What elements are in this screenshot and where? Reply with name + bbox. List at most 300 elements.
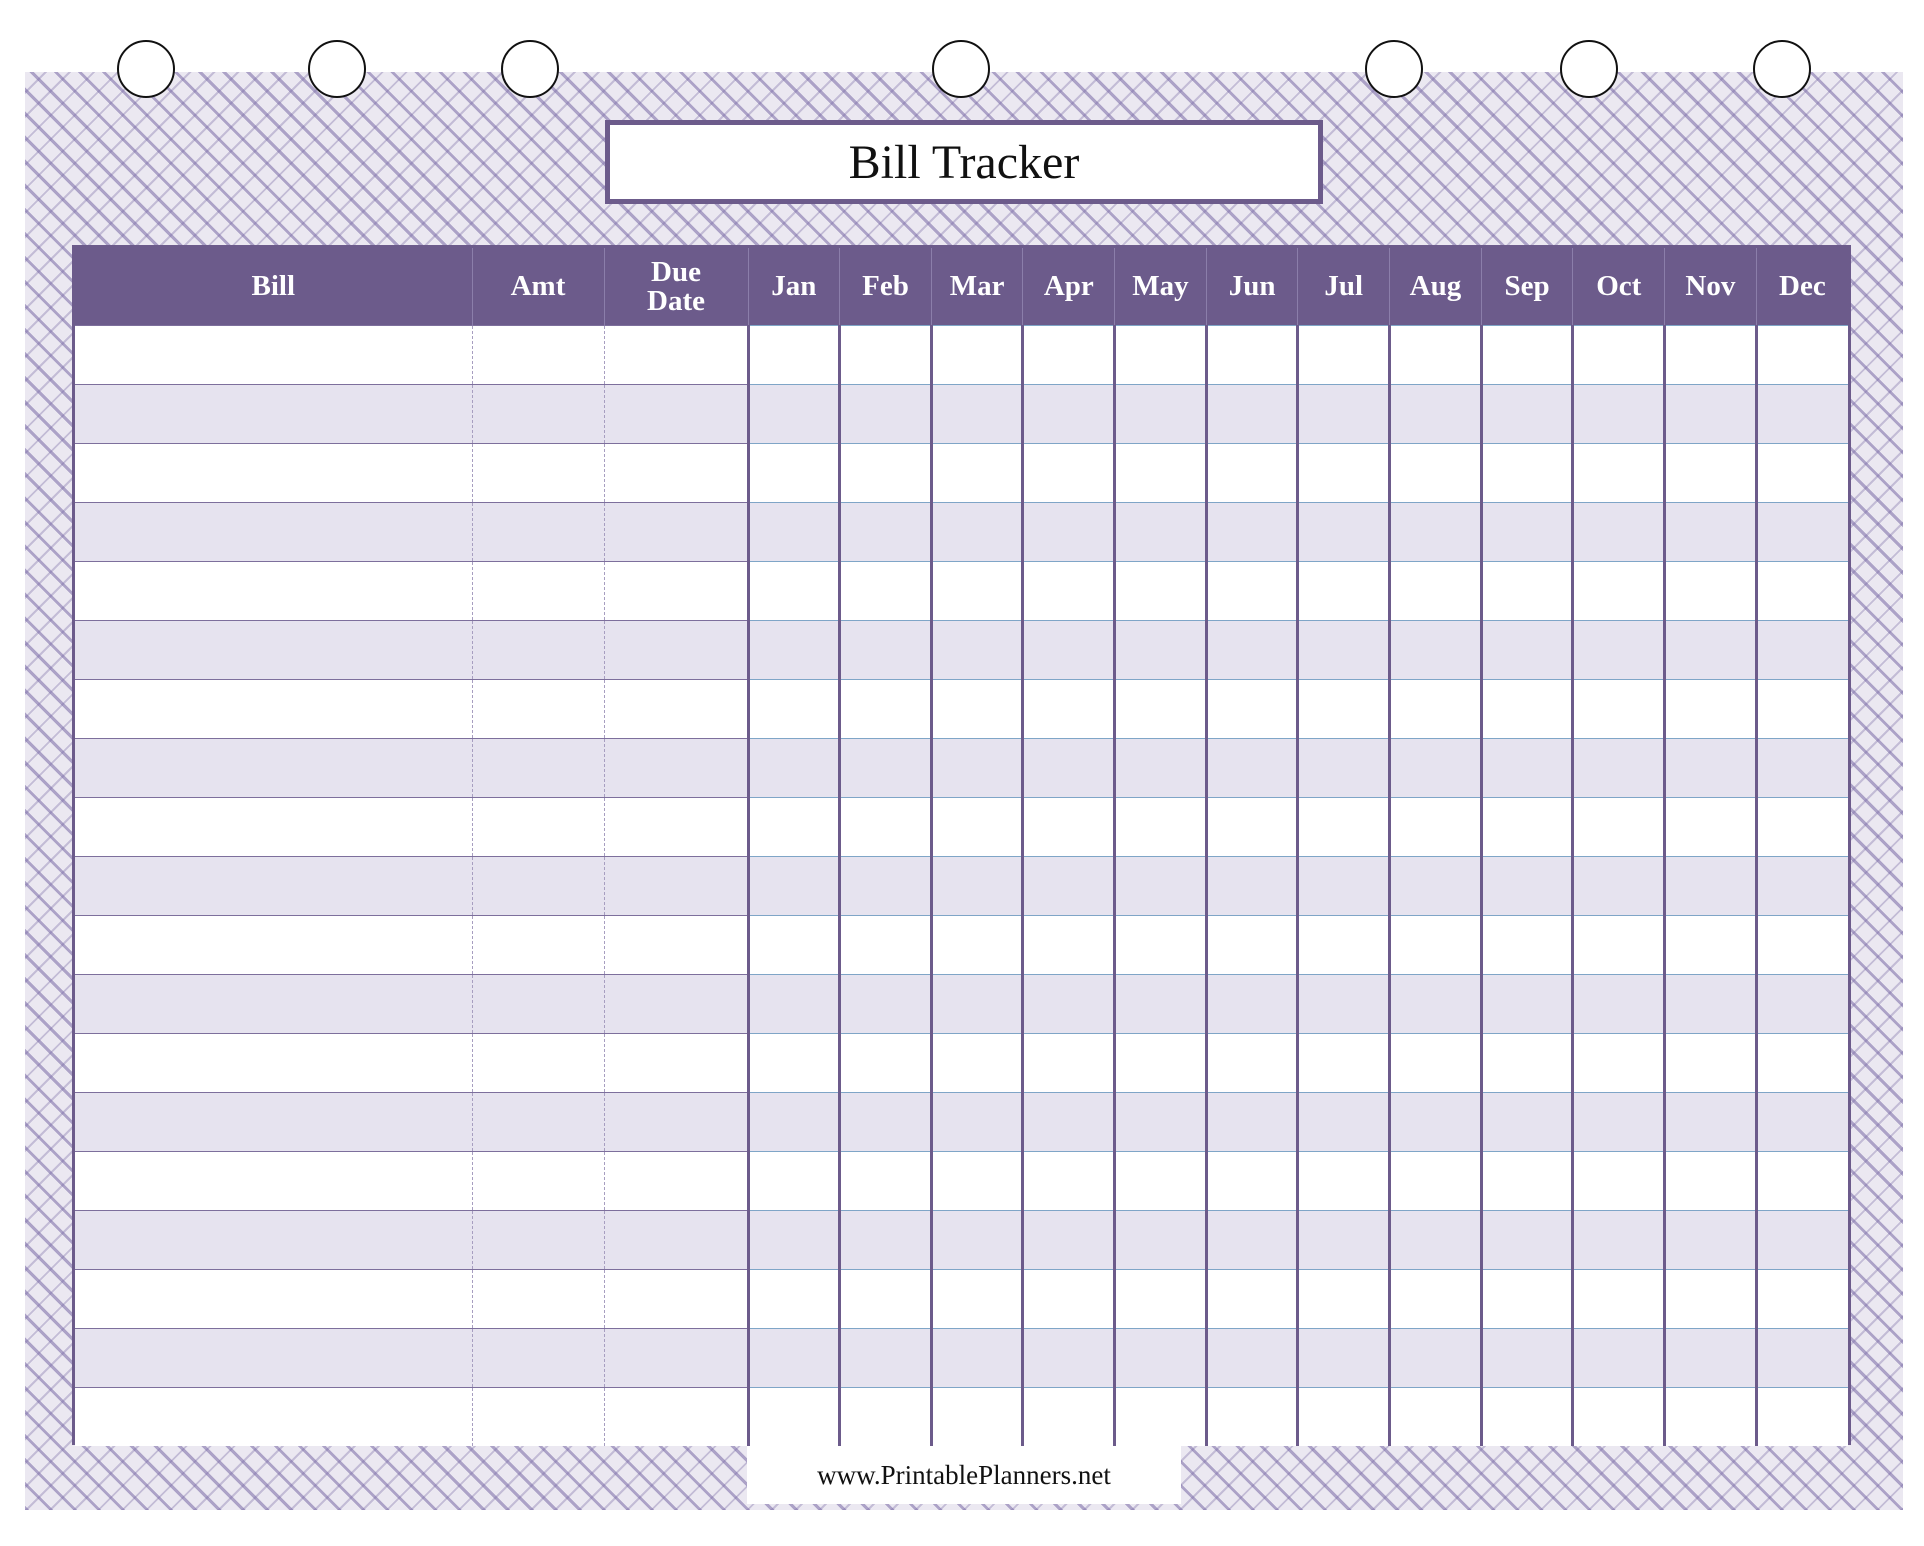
nov-cell[interactable] bbox=[1665, 444, 1757, 503]
aug-cell[interactable] bbox=[1390, 503, 1482, 562]
amt-cell[interactable] bbox=[472, 1270, 604, 1329]
jan-cell[interactable] bbox=[748, 503, 840, 562]
dec-cell[interactable] bbox=[1756, 680, 1848, 739]
amt-cell[interactable] bbox=[472, 857, 604, 916]
nov-cell[interactable] bbox=[1665, 1034, 1757, 1093]
bill-cell[interactable] bbox=[75, 385, 472, 444]
may-cell[interactable] bbox=[1115, 1270, 1207, 1329]
aug-cell[interactable] bbox=[1390, 1270, 1482, 1329]
may-cell[interactable] bbox=[1115, 739, 1207, 798]
feb-cell[interactable] bbox=[840, 680, 932, 739]
nov-cell[interactable] bbox=[1665, 1329, 1757, 1388]
nov-cell[interactable] bbox=[1665, 1388, 1757, 1447]
may-cell[interactable] bbox=[1115, 798, 1207, 857]
apr-cell[interactable] bbox=[1023, 680, 1115, 739]
nov-cell[interactable] bbox=[1665, 562, 1757, 621]
sep-cell[interactable] bbox=[1481, 444, 1573, 503]
bill-cell[interactable] bbox=[75, 916, 472, 975]
nov-cell[interactable] bbox=[1665, 385, 1757, 444]
bill-cell[interactable] bbox=[75, 798, 472, 857]
amt-cell[interactable] bbox=[472, 1388, 604, 1447]
jun-cell[interactable] bbox=[1206, 739, 1298, 798]
oct-cell[interactable] bbox=[1573, 1093, 1665, 1152]
sep-cell[interactable] bbox=[1481, 975, 1573, 1034]
mar-cell[interactable] bbox=[931, 1034, 1023, 1093]
oct-cell[interactable] bbox=[1573, 503, 1665, 562]
apr-cell[interactable] bbox=[1023, 1034, 1115, 1093]
aug-cell[interactable] bbox=[1390, 1152, 1482, 1211]
feb-cell[interactable] bbox=[840, 1093, 932, 1152]
mar-cell[interactable] bbox=[931, 385, 1023, 444]
apr-cell[interactable] bbox=[1023, 444, 1115, 503]
dec-cell[interactable] bbox=[1756, 857, 1848, 916]
jul-cell[interactable] bbox=[1298, 444, 1390, 503]
aug-cell[interactable] bbox=[1390, 562, 1482, 621]
aug-cell[interactable] bbox=[1390, 739, 1482, 798]
apr-cell[interactable] bbox=[1023, 916, 1115, 975]
amt-cell[interactable] bbox=[472, 503, 604, 562]
nov-cell[interactable] bbox=[1665, 621, 1757, 680]
jun-cell[interactable] bbox=[1206, 326, 1298, 385]
bill-cell[interactable] bbox=[75, 1388, 472, 1447]
feb-cell[interactable] bbox=[840, 1388, 932, 1447]
jan-cell[interactable] bbox=[748, 680, 840, 739]
apr-cell[interactable] bbox=[1023, 621, 1115, 680]
jun-cell[interactable] bbox=[1206, 562, 1298, 621]
jul-cell[interactable] bbox=[1298, 1329, 1390, 1388]
apr-cell[interactable] bbox=[1023, 1388, 1115, 1447]
may-cell[interactable] bbox=[1115, 975, 1207, 1034]
oct-cell[interactable] bbox=[1573, 857, 1665, 916]
jun-cell[interactable] bbox=[1206, 444, 1298, 503]
column-header-amt: Amt bbox=[472, 248, 604, 326]
aug-cell[interactable] bbox=[1390, 916, 1482, 975]
bill-cell[interactable] bbox=[75, 1093, 472, 1152]
oct-cell[interactable] bbox=[1573, 1270, 1665, 1329]
due-date-cell[interactable] bbox=[604, 1270, 748, 1329]
jul-cell[interactable] bbox=[1298, 1034, 1390, 1093]
dec-cell[interactable] bbox=[1756, 562, 1848, 621]
oct-cell[interactable] bbox=[1573, 1152, 1665, 1211]
jan-cell[interactable] bbox=[748, 562, 840, 621]
mar-cell[interactable] bbox=[931, 798, 1023, 857]
table-row bbox=[75, 857, 1848, 916]
oct-cell[interactable] bbox=[1573, 975, 1665, 1034]
nov-cell[interactable] bbox=[1665, 503, 1757, 562]
due-date-cell[interactable] bbox=[604, 680, 748, 739]
due-date-cell[interactable] bbox=[604, 975, 748, 1034]
amt-cell[interactable] bbox=[472, 916, 604, 975]
bill-cell[interactable] bbox=[75, 1152, 472, 1211]
jul-cell[interactable] bbox=[1298, 916, 1390, 975]
apr-cell[interactable] bbox=[1023, 1152, 1115, 1211]
feb-cell[interactable] bbox=[840, 739, 932, 798]
may-cell[interactable] bbox=[1115, 1093, 1207, 1152]
feb-cell[interactable] bbox=[840, 1270, 932, 1329]
jun-cell[interactable] bbox=[1206, 503, 1298, 562]
feb-cell[interactable] bbox=[840, 975, 932, 1034]
jun-cell[interactable] bbox=[1206, 680, 1298, 739]
dec-cell[interactable] bbox=[1756, 1093, 1848, 1152]
apr-cell[interactable] bbox=[1023, 503, 1115, 562]
dec-cell[interactable] bbox=[1756, 1152, 1848, 1211]
bill-cell[interactable] bbox=[75, 562, 472, 621]
jan-cell[interactable] bbox=[748, 857, 840, 916]
nov-cell[interactable] bbox=[1665, 1211, 1757, 1270]
jun-cell[interactable] bbox=[1206, 1034, 1298, 1093]
due-date-cell[interactable] bbox=[604, 1329, 748, 1388]
sep-cell[interactable] bbox=[1481, 680, 1573, 739]
due-date-cell[interactable] bbox=[604, 326, 748, 385]
may-cell[interactable] bbox=[1115, 1211, 1207, 1270]
due-date-cell[interactable] bbox=[604, 1388, 748, 1447]
oct-cell[interactable] bbox=[1573, 739, 1665, 798]
dec-cell[interactable] bbox=[1756, 444, 1848, 503]
aug-cell[interactable] bbox=[1390, 621, 1482, 680]
jun-cell[interactable] bbox=[1206, 1093, 1298, 1152]
apr-cell[interactable] bbox=[1023, 326, 1115, 385]
mar-cell[interactable] bbox=[931, 326, 1023, 385]
may-cell[interactable] bbox=[1115, 1034, 1207, 1093]
may-cell[interactable] bbox=[1115, 326, 1207, 385]
aug-cell[interactable] bbox=[1390, 798, 1482, 857]
amt-cell[interactable] bbox=[472, 798, 604, 857]
may-cell[interactable] bbox=[1115, 680, 1207, 739]
may-cell[interactable] bbox=[1115, 1329, 1207, 1388]
mar-cell[interactable] bbox=[931, 1329, 1023, 1388]
nov-cell[interactable] bbox=[1665, 857, 1757, 916]
oct-cell[interactable] bbox=[1573, 562, 1665, 621]
jul-cell[interactable] bbox=[1298, 562, 1390, 621]
mar-cell[interactable] bbox=[931, 503, 1023, 562]
dec-cell[interactable] bbox=[1756, 503, 1848, 562]
amt-cell[interactable] bbox=[472, 975, 604, 1034]
jul-cell[interactable] bbox=[1298, 857, 1390, 916]
due-date-cell[interactable] bbox=[604, 1152, 748, 1211]
jun-cell[interactable] bbox=[1206, 975, 1298, 1034]
nov-cell[interactable] bbox=[1665, 680, 1757, 739]
due-date-cell[interactable] bbox=[604, 916, 748, 975]
due-date-cell[interactable] bbox=[604, 444, 748, 503]
mar-cell[interactable] bbox=[931, 857, 1023, 916]
jul-cell[interactable] bbox=[1298, 1211, 1390, 1270]
sep-cell[interactable] bbox=[1481, 857, 1573, 916]
apr-cell[interactable] bbox=[1023, 739, 1115, 798]
amt-cell[interactable] bbox=[472, 1034, 604, 1093]
due-date-cell[interactable] bbox=[604, 857, 748, 916]
mar-cell[interactable] bbox=[931, 1093, 1023, 1152]
may-cell[interactable] bbox=[1115, 916, 1207, 975]
dec-cell[interactable] bbox=[1756, 1388, 1848, 1447]
apr-cell[interactable] bbox=[1023, 1211, 1115, 1270]
feb-cell[interactable] bbox=[840, 385, 932, 444]
apr-cell[interactable] bbox=[1023, 857, 1115, 916]
amt-cell[interactable] bbox=[472, 1152, 604, 1211]
column-header-oct: Oct bbox=[1573, 248, 1665, 326]
jul-cell[interactable] bbox=[1298, 798, 1390, 857]
apr-cell[interactable] bbox=[1023, 385, 1115, 444]
due-date-cell[interactable] bbox=[604, 621, 748, 680]
amt-cell[interactable] bbox=[472, 444, 604, 503]
sep-cell[interactable] bbox=[1481, 1034, 1573, 1093]
bill-cell[interactable] bbox=[75, 1270, 472, 1329]
jun-cell[interactable] bbox=[1206, 621, 1298, 680]
amt-cell[interactable] bbox=[472, 385, 604, 444]
due-date-cell[interactable] bbox=[604, 562, 748, 621]
bill-cell[interactable] bbox=[75, 444, 472, 503]
jul-cell[interactable] bbox=[1298, 975, 1390, 1034]
mar-cell[interactable] bbox=[931, 1270, 1023, 1329]
dec-cell[interactable] bbox=[1756, 1034, 1848, 1093]
jan-cell[interactable] bbox=[748, 1093, 840, 1152]
binder-hole bbox=[932, 40, 990, 98]
sep-cell[interactable] bbox=[1481, 621, 1573, 680]
feb-cell[interactable] bbox=[840, 503, 932, 562]
feb-cell[interactable] bbox=[840, 1329, 932, 1388]
mar-cell[interactable] bbox=[931, 975, 1023, 1034]
due-date-cell[interactable] bbox=[604, 503, 748, 562]
jan-cell[interactable] bbox=[748, 1034, 840, 1093]
table-row bbox=[75, 1388, 1848, 1447]
nov-cell[interactable] bbox=[1665, 798, 1757, 857]
feb-cell[interactable] bbox=[840, 444, 932, 503]
feb-cell[interactable] bbox=[840, 326, 932, 385]
may-cell[interactable] bbox=[1115, 503, 1207, 562]
oct-cell[interactable] bbox=[1573, 798, 1665, 857]
sep-cell[interactable] bbox=[1481, 1388, 1573, 1447]
aug-cell[interactable] bbox=[1390, 444, 1482, 503]
may-cell[interactable] bbox=[1115, 444, 1207, 503]
oct-cell[interactable] bbox=[1573, 621, 1665, 680]
mar-cell[interactable] bbox=[931, 916, 1023, 975]
bill-tracker-table bbox=[75, 248, 1848, 1446]
nov-cell[interactable] bbox=[1665, 326, 1757, 385]
jan-cell[interactable] bbox=[748, 1329, 840, 1388]
bill-cell[interactable] bbox=[75, 326, 472, 385]
dec-cell[interactable] bbox=[1756, 621, 1848, 680]
jun-cell[interactable] bbox=[1206, 916, 1298, 975]
jun-cell[interactable] bbox=[1206, 1270, 1298, 1329]
jan-cell[interactable] bbox=[748, 739, 840, 798]
apr-cell[interactable] bbox=[1023, 562, 1115, 621]
jun-cell[interactable] bbox=[1206, 857, 1298, 916]
sep-cell[interactable] bbox=[1481, 916, 1573, 975]
jul-cell[interactable] bbox=[1298, 1270, 1390, 1329]
feb-cell[interactable] bbox=[840, 562, 932, 621]
jun-cell[interactable] bbox=[1206, 385, 1298, 444]
feb-cell[interactable] bbox=[840, 1152, 932, 1211]
nov-cell[interactable] bbox=[1665, 1093, 1757, 1152]
jul-cell[interactable] bbox=[1298, 680, 1390, 739]
sep-cell[interactable] bbox=[1481, 1211, 1573, 1270]
sep-cell[interactable] bbox=[1481, 1093, 1573, 1152]
column-header-nov: Nov bbox=[1665, 248, 1757, 326]
jan-cell[interactable] bbox=[748, 1152, 840, 1211]
may-cell[interactable] bbox=[1115, 1388, 1207, 1447]
aug-cell[interactable] bbox=[1390, 1329, 1482, 1388]
bill-cell[interactable] bbox=[75, 857, 472, 916]
aug-cell[interactable] bbox=[1390, 1388, 1482, 1447]
bill-cell[interactable] bbox=[75, 739, 472, 798]
bill-cell[interactable] bbox=[75, 1034, 472, 1093]
feb-cell[interactable] bbox=[840, 857, 932, 916]
column-header-bill: Bill bbox=[75, 248, 472, 326]
column-header-apr: Apr bbox=[1023, 248, 1115, 326]
may-cell[interactable] bbox=[1115, 857, 1207, 916]
sep-cell[interactable] bbox=[1481, 798, 1573, 857]
aug-cell[interactable] bbox=[1390, 326, 1482, 385]
feb-cell[interactable] bbox=[840, 1034, 932, 1093]
dec-cell[interactable] bbox=[1756, 975, 1848, 1034]
sep-cell[interactable] bbox=[1481, 1270, 1573, 1329]
due-date-cell[interactable] bbox=[604, 1211, 748, 1270]
jan-cell[interactable] bbox=[748, 326, 840, 385]
jan-cell[interactable] bbox=[748, 444, 840, 503]
jul-cell[interactable] bbox=[1298, 621, 1390, 680]
mar-cell[interactable] bbox=[931, 562, 1023, 621]
jul-cell[interactable] bbox=[1298, 739, 1390, 798]
jan-cell[interactable] bbox=[748, 798, 840, 857]
bill-cell[interactable] bbox=[75, 621, 472, 680]
nov-cell[interactable] bbox=[1665, 975, 1757, 1034]
sep-cell[interactable] bbox=[1481, 1329, 1573, 1388]
apr-cell[interactable] bbox=[1023, 1093, 1115, 1152]
bill-cell[interactable] bbox=[75, 1211, 472, 1270]
column-header-mar: Mar bbox=[931, 248, 1023, 326]
amt-cell[interactable] bbox=[472, 1211, 604, 1270]
due-date-cell[interactable] bbox=[604, 1034, 748, 1093]
sep-cell[interactable] bbox=[1481, 1152, 1573, 1211]
amt-cell[interactable] bbox=[472, 326, 604, 385]
bill-cell[interactable] bbox=[75, 503, 472, 562]
jul-cell[interactable] bbox=[1298, 385, 1390, 444]
mar-cell[interactable] bbox=[931, 1152, 1023, 1211]
oct-cell[interactable] bbox=[1573, 916, 1665, 975]
apr-cell[interactable] bbox=[1023, 975, 1115, 1034]
oct-cell[interactable] bbox=[1573, 1034, 1665, 1093]
sep-cell[interactable] bbox=[1481, 503, 1573, 562]
bill-cell[interactable] bbox=[75, 975, 472, 1034]
may-cell[interactable] bbox=[1115, 1152, 1207, 1211]
jun-cell[interactable] bbox=[1206, 1388, 1298, 1447]
aug-cell[interactable] bbox=[1390, 385, 1482, 444]
nov-cell[interactable] bbox=[1665, 1270, 1757, 1329]
dec-cell[interactable] bbox=[1756, 1329, 1848, 1388]
nov-cell[interactable] bbox=[1665, 1152, 1757, 1211]
may-cell[interactable] bbox=[1115, 385, 1207, 444]
feb-cell[interactable] bbox=[840, 916, 932, 975]
sep-cell[interactable] bbox=[1481, 562, 1573, 621]
amt-cell[interactable] bbox=[472, 621, 604, 680]
bill-cell[interactable] bbox=[75, 680, 472, 739]
binder-hole bbox=[1753, 40, 1811, 98]
bill-cell[interactable] bbox=[75, 1329, 472, 1388]
jul-cell[interactable] bbox=[1298, 503, 1390, 562]
aug-cell[interactable] bbox=[1390, 1034, 1482, 1093]
amt-cell[interactable] bbox=[472, 680, 604, 739]
amt-cell[interactable] bbox=[472, 739, 604, 798]
mar-cell[interactable] bbox=[931, 1211, 1023, 1270]
jan-cell[interactable] bbox=[748, 385, 840, 444]
aug-cell[interactable] bbox=[1390, 857, 1482, 916]
amt-cell[interactable] bbox=[472, 1329, 604, 1388]
column-header-aug: Aug bbox=[1390, 248, 1482, 326]
jan-cell[interactable] bbox=[748, 1211, 840, 1270]
oct-cell[interactable] bbox=[1573, 385, 1665, 444]
apr-cell[interactable] bbox=[1023, 798, 1115, 857]
amt-cell[interactable] bbox=[472, 1093, 604, 1152]
oct-cell[interactable] bbox=[1573, 1388, 1665, 1447]
may-cell[interactable] bbox=[1115, 621, 1207, 680]
dec-cell[interactable] bbox=[1756, 739, 1848, 798]
column-header-jan: Jan bbox=[748, 248, 840, 326]
mar-cell[interactable] bbox=[931, 444, 1023, 503]
dec-cell[interactable] bbox=[1756, 1270, 1848, 1329]
jan-cell[interactable] bbox=[748, 975, 840, 1034]
jan-cell[interactable] bbox=[748, 621, 840, 680]
sep-cell[interactable] bbox=[1481, 326, 1573, 385]
feb-cell[interactable] bbox=[840, 1211, 932, 1270]
oct-cell[interactable] bbox=[1573, 680, 1665, 739]
dec-cell[interactable] bbox=[1756, 798, 1848, 857]
table-row bbox=[75, 1152, 1848, 1211]
mar-cell[interactable] bbox=[931, 680, 1023, 739]
jun-cell[interactable] bbox=[1206, 1152, 1298, 1211]
due-date-cell[interactable] bbox=[604, 1093, 748, 1152]
jan-cell[interactable] bbox=[748, 1388, 840, 1447]
aug-cell[interactable] bbox=[1390, 680, 1482, 739]
sep-cell[interactable] bbox=[1481, 739, 1573, 798]
amt-cell[interactable] bbox=[472, 562, 604, 621]
table-row bbox=[75, 444, 1848, 503]
sep-cell[interactable] bbox=[1481, 385, 1573, 444]
nov-cell[interactable] bbox=[1665, 916, 1757, 975]
oct-cell[interactable] bbox=[1573, 444, 1665, 503]
mar-cell[interactable] bbox=[931, 1388, 1023, 1447]
nov-cell[interactable] bbox=[1665, 739, 1757, 798]
dec-cell[interactable] bbox=[1756, 385, 1848, 444]
dec-cell[interactable] bbox=[1756, 326, 1848, 385]
aug-cell[interactable] bbox=[1390, 975, 1482, 1034]
apr-cell[interactable] bbox=[1023, 1270, 1115, 1329]
mar-cell[interactable] bbox=[931, 739, 1023, 798]
aug-cell[interactable] bbox=[1390, 1211, 1482, 1270]
due-date-cell[interactable] bbox=[604, 798, 748, 857]
jan-cell[interactable] bbox=[748, 916, 840, 975]
jun-cell[interactable] bbox=[1206, 798, 1298, 857]
jun-cell[interactable] bbox=[1206, 1329, 1298, 1388]
apr-cell[interactable] bbox=[1023, 1329, 1115, 1388]
mar-cell[interactable] bbox=[931, 621, 1023, 680]
jul-cell[interactable] bbox=[1298, 326, 1390, 385]
aug-cell[interactable] bbox=[1390, 1093, 1482, 1152]
feb-cell[interactable] bbox=[840, 621, 932, 680]
due-date-cell[interactable] bbox=[604, 739, 748, 798]
jun-cell[interactable] bbox=[1206, 1211, 1298, 1270]
feb-cell[interactable] bbox=[840, 798, 932, 857]
dec-cell[interactable] bbox=[1756, 916, 1848, 975]
jul-cell[interactable] bbox=[1298, 1093, 1390, 1152]
jul-cell[interactable] bbox=[1298, 1152, 1390, 1211]
dec-cell[interactable] bbox=[1756, 1211, 1848, 1270]
oct-cell[interactable] bbox=[1573, 326, 1665, 385]
may-cell[interactable] bbox=[1115, 562, 1207, 621]
due-date-cell[interactable] bbox=[604, 385, 748, 444]
jan-cell[interactable] bbox=[748, 1270, 840, 1329]
oct-cell[interactable] bbox=[1573, 1211, 1665, 1270]
jul-cell[interactable] bbox=[1298, 1388, 1390, 1447]
oct-cell[interactable] bbox=[1573, 1329, 1665, 1388]
